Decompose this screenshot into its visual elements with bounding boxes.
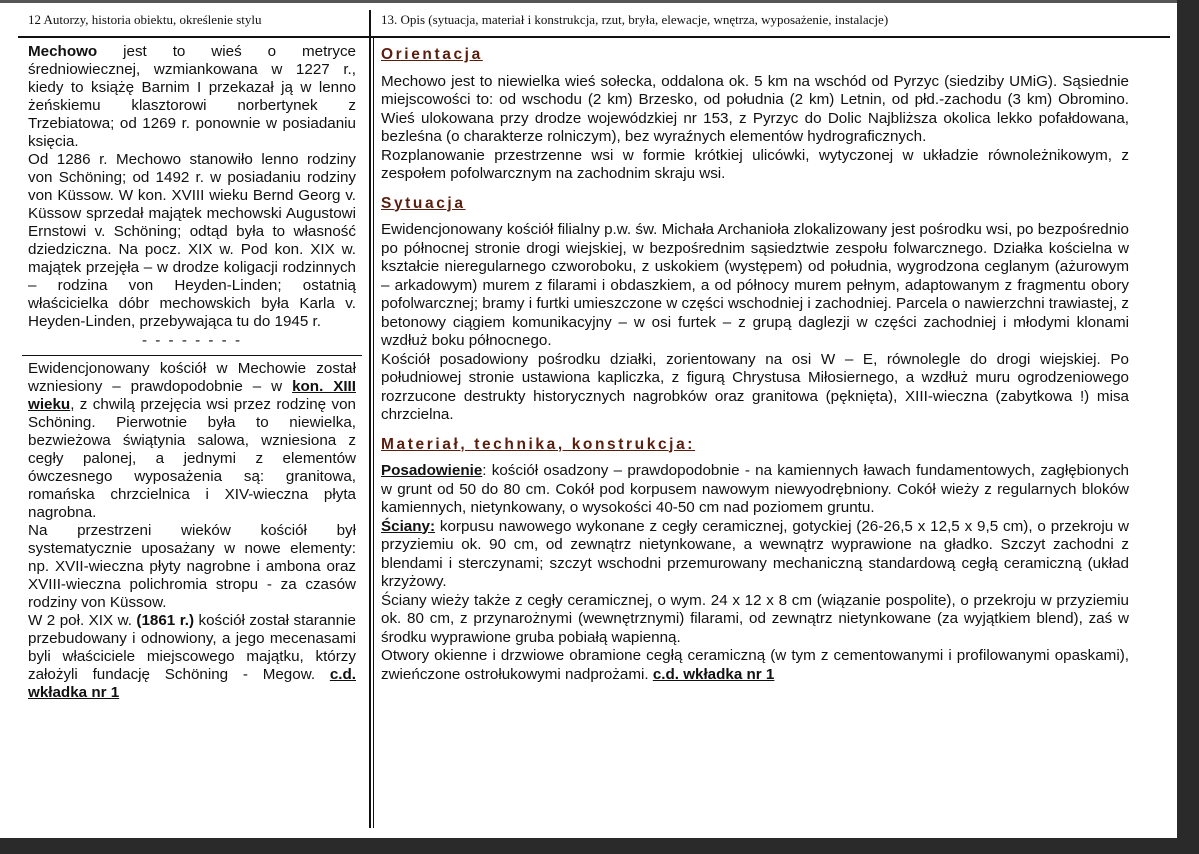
village-name: Mechowo <box>28 43 98 60</box>
column-divider-inner <box>373 38 374 828</box>
left-section-divider <box>22 355 362 356</box>
materials-paragraph-openings: Otwory okienne i drzwiowe obramione cegłą ceramiczną (w tym z cementowanymi i profilowanymi opaskami), zwieńczone ostrołukowymi nadprożami. c.d. wkładka nr 1 <box>381 647 1129 683</box>
description-column <box>381 46 1129 684</box>
orientation-paragraph-2: Rozplanowanie przestrzenne wsi w formie krótkiej ulicówki, wytyczonej w układzie równoleżnikowym, z zespołem pofolwarcznym na zachodnim skraju wsi. <box>381 146 1129 182</box>
header-rule <box>18 36 1170 38</box>
scan-edge-right <box>1177 0 1199 854</box>
year-highlight: (1861 r.) <box>136 612 195 629</box>
situation-paragraph-2: Kościół posadowiony pośrodku działki, zorientowany na osi W – E, równolegle do drogi wiejskiej. Po południowej stronie ustawiona kapliczka, z figurą Chrystusa Miłosiernego, a wzdłuż muru ogrodzeniowego rozrzucone destrukty historycznych nagrobków oraz granitowa (pęknięta), XIII-wieczna (zabytkowa !) misa chrzcielna. <box>381 350 1129 423</box>
materials-paragraph-tower: Ściany wieży także z cegły ceramicznej, o wym. 24 x 12 x 8 cm (wiązanie pospolite), o przekroju w przyziemiu ok. 80 cm, z przynarożnymi (wewnętrznymi) filarami, od zewnątrz nietynkowane (za wyjątkiem blend), zaś w środku wyprawione gruba pobiałą wapienną. <box>381 591 1129 646</box>
history-paragraph-3: Ewidencjonowany kościół w Mechowie został wzniesiony – prawdopodobnie – w kon. XIII wieku, z chwilą przejęcia wsi przez rodzinę von Schöning. Pierwotnie była to niewielka, bezwieżowa świątynia salowa, wzniesiona z cegły palonej, a jednymi z elementów ówczesnego wyposażenia są: granitowa, romańska chrzcielnica i XIV-wieczna płyta nagrobna. <box>28 360 356 521</box>
continuation-reference: c.d. wkładka nr 1 <box>28 666 356 701</box>
right-column-header: 13. Opis (sytuacja, materiał i konstrukcja, rzut, bryła, elewacje, wnętrza, wyposażenie, instalacje) <box>381 12 889 27</box>
scan-edge-top <box>0 0 1199 3</box>
continuation-reference-right: c.d. wkładka nr 1 <box>652 665 775 683</box>
history-paragraph-1: Mechowo jest to wieś o metryce średniowiecznej, wzmiankowana w 1227 r., kiedy to książę Barnim I przekazał ją w lenno żeńskiemu klasztorowi norbertynek z Trzebiatowa; od 1269 r. ponownie w posiadaniu księcia. <box>28 43 356 150</box>
history-paragraph-2: Od 1286 r. Mechowo stanowiło lenno rodziny von Schöning; od 1492 r. w posiadaniu rodziny von Küssow. W kon. XVIII wieku Bernd Georg v. Küssow sprzedał majątek mechowski Augustowi Ernstowi v. Schöning; odtąd była to własność dziedziczna. Na pocz. XIX w. Pod kon. XIX w. majątek przejęła – w drodze koligacji rodzinnych – rodzina von Heyden-Linden; ostatnią właścicielka dóbr mechowskich była Karla v. Heyden-Linden, przebywająca tu do 1945 r. <box>28 151 356 330</box>
materials-paragraph-walls: Ściany: korpusu nawowego wykonane z cegły ceramicznej, gotyckiej (26-26,5 x 12,5 x 9,5 cm), o przekroju w przyziemiu ok. 90 cm, od zewnątrz nietynkowane, a wewnątrz wyprawione na gładko. Szczyt zachodni z blendami i sterczynami; szczyt wschodni przemurowany mechaniczną standardową cegłą ceramiczną (układ krzyżowy. <box>381 517 1129 590</box>
history-paragraph-5: W 2 poł. XIX w. (1861 r.) kościół został starannie przebudowany i odnowiony, a jego mecenasami byli właściciele miejscowego majątku, którzy założyli fundację Schöning - Megow. c.d. wkładka nr 1 <box>28 612 356 701</box>
history-paragraph-4: Na przestrzeni wieków kościół był systematycznie uposażany w nowe elementy: np. XVII-wieczna płyty nagrobne i ambona oraz XVIII-wieczna polichromia stropu - za czasów rodziny von Küssow. <box>28 522 356 611</box>
dashed-separator: - - - - - - - - <box>142 332 242 349</box>
materials-paragraph-foundation: Posadowienie: kościół osadzony – prawdopodobnie - na kamiennych ławach fundamentowych, zagłębionych w grunt od 50 do 80 cm. Cokół pod korpusem nawowym niewyodrębniony. Cokół wieży z regularnych bloków kamiennych, nietynkowany, o wysokości 40-50 cm nad poziomem gruntu. <box>381 462 1129 516</box>
century-highlight: kon. XIII wieku <box>28 378 356 413</box>
section-title-orientation: Orientacja <box>381 46 483 63</box>
history-column <box>28 43 356 702</box>
walls-label: Ściany: <box>381 517 436 535</box>
section-title-situation: Sytuacja <box>381 194 466 212</box>
scan-edge-bottom <box>0 838 1199 854</box>
left-column-header: 12 Autorzy, historia obiektu, określenie stylu <box>28 12 262 27</box>
orientation-paragraph-1: Mechowo jest to niewielka wieś sołecka, oddalona ok. 5 km na wschód od Pyrzyc (siedziby UMiG). Sąsiednie miejscowości to: od wschodu (2 km) Brzesko, od południa (2 km) Letnin, od płd.-zachodu (3 km) Obromino. Wieś ulokowana przy drodze wojewódzkiej nr 153, z Pyrzyc do Dolic Najbliższa okolica lekko pofałdowana, bezleśna (o charakterze rolniczym), bez wyraźnych elementów hydrograficznych. <box>381 72 1129 145</box>
situation-paragraph-1: Ewidencjonowany kościół filialny p.w. św. Michała Archanioła zlokalizowany jest pośrodku wsi, po bezpośrednio po północnej stronie drogi wiejskiej, w bezpośrednim sąsiedztwie zespołu folwarcznego. Działka kościelna w kształcie nieregularnego czworoboku, z uskokiem (występem) od południa, wygrodzona ceglanym (ażurowym – arkadowym) murem z filarami i obdaszkiem, a od północy murem pełnym, adaptowanym z fragmentu obory pofolwarcznej; bramy i furtki umieszczone w części wschodniej i zachodniej. Parcela o nawierzchni trawiastej, z betonowy ciągiem komunikacyjny – w osi furtek – z grupą daglezji w części zachodniej i młodymi klonami wzdłuż boku północnego. <box>381 221 1129 349</box>
foundation-label: Posadowienie <box>381 462 483 479</box>
section-title-materials: Materiał, technika, konstrukcja: <box>381 435 696 453</box>
column-divider <box>369 10 371 828</box>
